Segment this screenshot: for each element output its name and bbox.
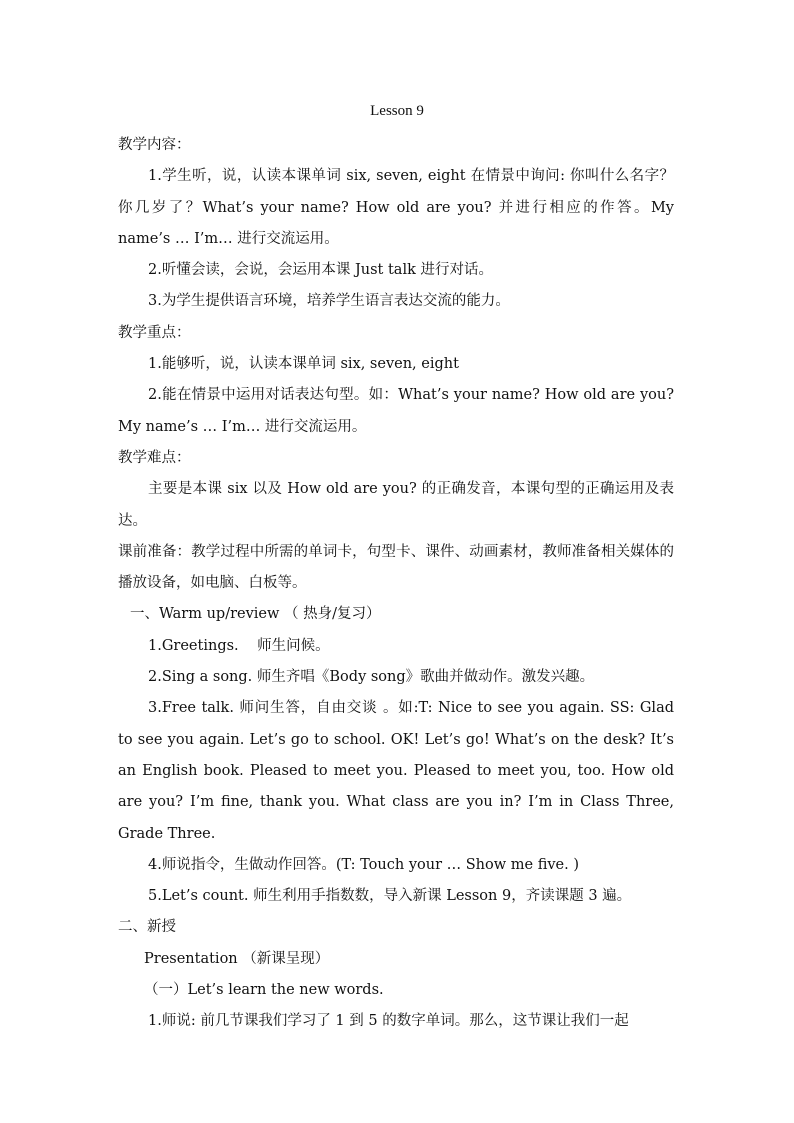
heading-content: 教学内容： xyxy=(118,137,191,153)
warm-up-item-4: 4.师说指令，生做动作回答。(T: Touch your … Show me five. ) xyxy=(148,856,580,873)
heading-difficulties: 教学难点： xyxy=(118,449,191,466)
content-item-1: 1.学生听，说，认读本课单词 six, seven, eight 在情景中询问: 你叫什么名字？你几岁了？What’s your name? How old are you? 并进行相应的作答。My name’s … I’m… 进行交流运用。 xyxy=(118,168,674,247)
section-warm-up: 一、Warm up/review （ 热身/复习） xyxy=(130,606,381,623)
subsection-new-words: （一）Let’s learn the new words. xyxy=(144,982,384,999)
heading-key-points: 教学重点： xyxy=(118,324,191,341)
lesson-title: Lesson 9 xyxy=(370,103,424,119)
document-body xyxy=(118,130,674,1038)
warm-up-item-2: 2.Sing a song. 师生齐唱《Body song》歌曲并做动作。激发兴趣。 xyxy=(148,669,595,686)
warm-up-item-5: 5.Let’s count. 师生利用手指数数，导入新课 Lesson 9，齐读课题 3 遍。 xyxy=(148,888,632,905)
content-item-2: 2.听懂会读，会说，会运用本课 Just talk 进行对话。 xyxy=(148,262,493,279)
new-words-item-1: 1.师说: 前几节课我们学习了 1 到 5 的数字单词。那么，这节课让我们一起 xyxy=(148,1013,629,1030)
key-point-1: 1.能够听，说，认读本课单词 six, seven, eight xyxy=(148,356,459,373)
key-point-2: 2.能在情景中运用对话表达句型。如：What’s your name? How old are you? My name’s … I’m… 进行交流运用。 xyxy=(118,387,674,435)
section-new-lesson: 二、新授 xyxy=(118,919,176,936)
preparation-text: 课前准备：教学过程中所需的单词卡，句型卡、课件、动画素材，教师准备相关媒体的播放设备，如电脑、白板等。 xyxy=(118,543,674,592)
warm-up-item-1: 1.Greetings. 师生问候。 xyxy=(148,637,330,654)
presentation-heading: Presentation （新课呈现） xyxy=(144,950,330,967)
warm-up-item-3: 3.Free talk. 师问生答，自由交谈 。如:T: Nice to see you again. SS: Glad to see you again. Let’s go to school. OK! Let’s go! What’s on the desk? It’s an English book. Pleased to meet you. Pleased to meet you, too. How old are you? I’m fine, thank you. What class are you in? I’m in Class Three, Grade Three. xyxy=(118,700,674,842)
content-item-3: 3.为学生提供语言环境，培养学生语言表达交流的能力。 xyxy=(148,293,510,310)
difficulty-text: 主要是本课 six 以及 How old are you? 的正确发音，本课句型的正确运用及表达。 xyxy=(118,481,674,529)
